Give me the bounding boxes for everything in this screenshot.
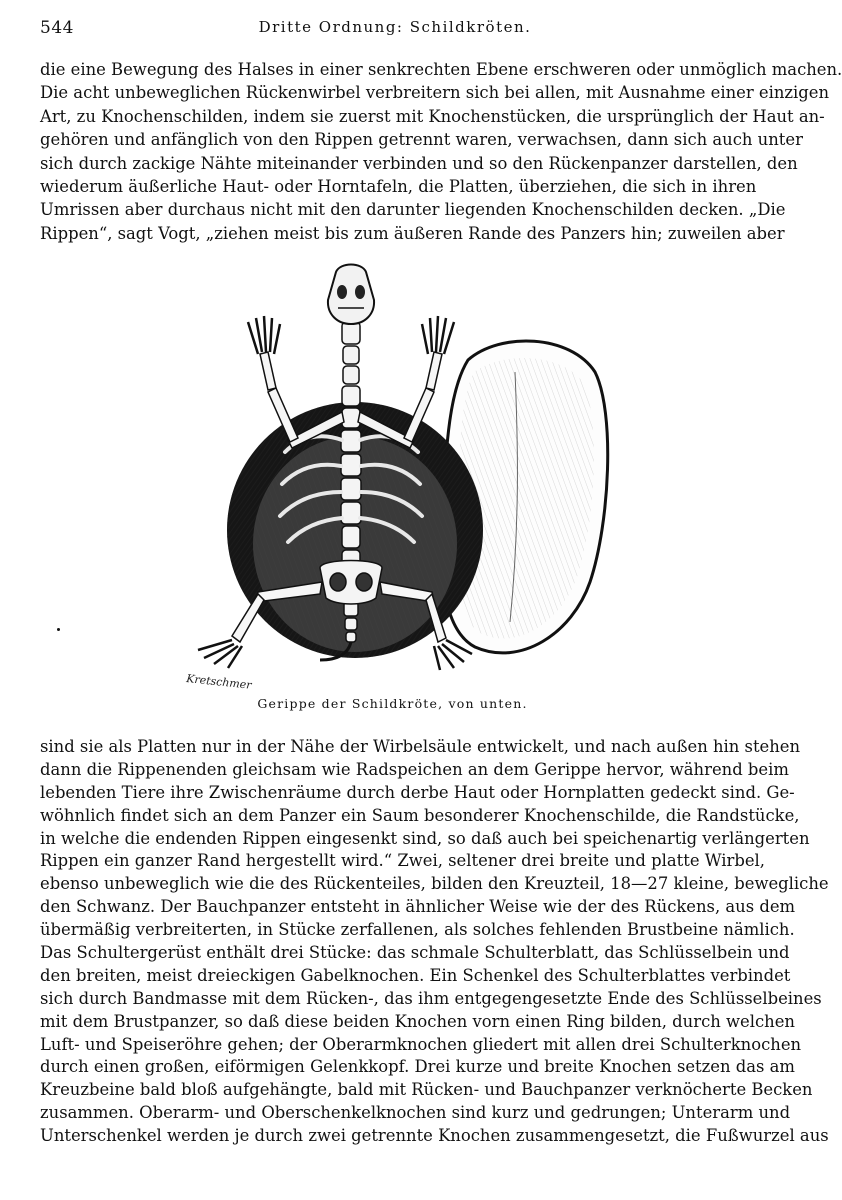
text-line: Rippen ein ganzer Rand hergestellt wird.“ Zwei, seltener drei breite und platte Wirbel, [40,851,766,871]
text-line: dann die Rippenenden gleichsam wie Radspeichen an dem Gerippe hervor, während beim [40,759,789,779]
text-line: Kreuzbeine bald bloß aufgehängte, bald mit Rücken- und Bauchpanzer verknöcherte Becken [40,1080,813,1100]
text-line: Unterschenkel werden je durch zwei getrennte Knochen zusammengesetzt, die Fußwurzel aus [40,1126,829,1146]
front-left-limb [248,316,298,442]
print-speck [57,628,60,631]
text-line: übermäßig verbreiterten, in Stücke zerfallenen, als solches fehlenden Brustbeine nämlich. [40,920,795,940]
skull [328,265,374,325]
text-line: Art, zu Knochenschilden, indem sie zuerst mit Knochenstücken, die ursprünglich der Haut an- [40,106,825,126]
text-line: Umrissen aber durchaus nicht mit den darunter liegenden Knochenschilden decken. „Die [40,200,786,220]
text-line: zusammen. Oberarm- und Oberschenkelknochen sind kurz und gedrungen; Unterarm und [40,1103,791,1123]
running-head: Dritte Ordnung: Schildkröten. [258,18,532,36]
text-line: wöhnlich findet sich an dem Panzer ein Saum besonderer Knochenschilde, die Randstücke, [40,805,800,825]
text-line: in welche die endenden Rippen eingesenkt sind, so daß auch bei speichenartig verlängerten [40,828,810,848]
turtle-skeleton-illustration [170,262,620,690]
text-line: gehören und anfänglich von den Rippen getrennt waren, verwachsen, dann sich auch unter [40,130,803,150]
text-line: lebenden Tiere ihre Zwischenräume durch derbe Haut oder Hornplatten gedeckt sind. Ge- [40,782,795,802]
text-line: ebenso unbeweglich wie die des Rückenteiles, bilden den Kreuzteil, 18—27 kleine, bewegliche [40,874,829,894]
text-line: sind sie als Platten nur in der Nähe der Wirbelsäule entwickelt, und nach außen hin stehen [40,737,801,756]
figure-caption: Gerippe der Schildkröte, von unten. [257,696,528,711]
paragraph-bottom [40,736,829,1148]
pelvis [320,561,382,605]
text-line: mit dem Brustpanzer, so daß diese beiden Knochen vorn einen Ring bilden, durch welchen [40,1011,795,1031]
text-line: Luft- und Speiseröhre gehen; der Oberarmknochen gliedert mit allen drei Schulterknochen [40,1034,802,1054]
text-line: den breiten, meist dreieckigen Gabelknochen. Ein Schenkel des Schulterblattes verbindet [40,965,791,985]
text-line: Das Schultergerüst enthält drei Stücke: das schmale Schulterblatt, das Schlüsselbein und [40,943,790,963]
text-line: Die acht unbeweglichen Rückenwirbel verbreitern sich bei allen, mit Ausnahme einer einzigen [40,83,830,103]
text-line: Rippen“, sagt Vogt, „ziehen meist bis zum äußeren Rande des Panzers hin; zuweilen aber [40,223,785,243]
page-number: 544 [40,18,74,38]
front-right-limb [404,316,454,442]
text-line: sich durch Bandmasse mit dem Rücken-, das ihm entgegengesetzte Ende des Schlüsselbeines [40,988,822,1008]
text-line: sich durch zackige Nähte miteinander verbinden und so den Rückenpanzer darstellen, den [40,153,798,173]
paragraph-top [40,58,842,245]
engraver-signature: Kretschmer [185,672,253,692]
text-line: die eine Bewegung des Halses in einer senkrechten Ebene erschweren oder unmöglich machen. [40,60,842,79]
text-line: durch einen großen, eiförmigen Gelenkkopf. Drei kurze und breite Knochen setzen das am [40,1057,795,1077]
text-line: den Schwanz. Der Bauchpanzer entsteht in ähnlicher Weise wie der des Rückens, aus dem [40,897,796,917]
text-line: wiederum äußerliche Haut- oder Horntafeln, die Platten, überziehen, die sich in ihren [40,176,757,196]
page-header [40,18,750,44]
